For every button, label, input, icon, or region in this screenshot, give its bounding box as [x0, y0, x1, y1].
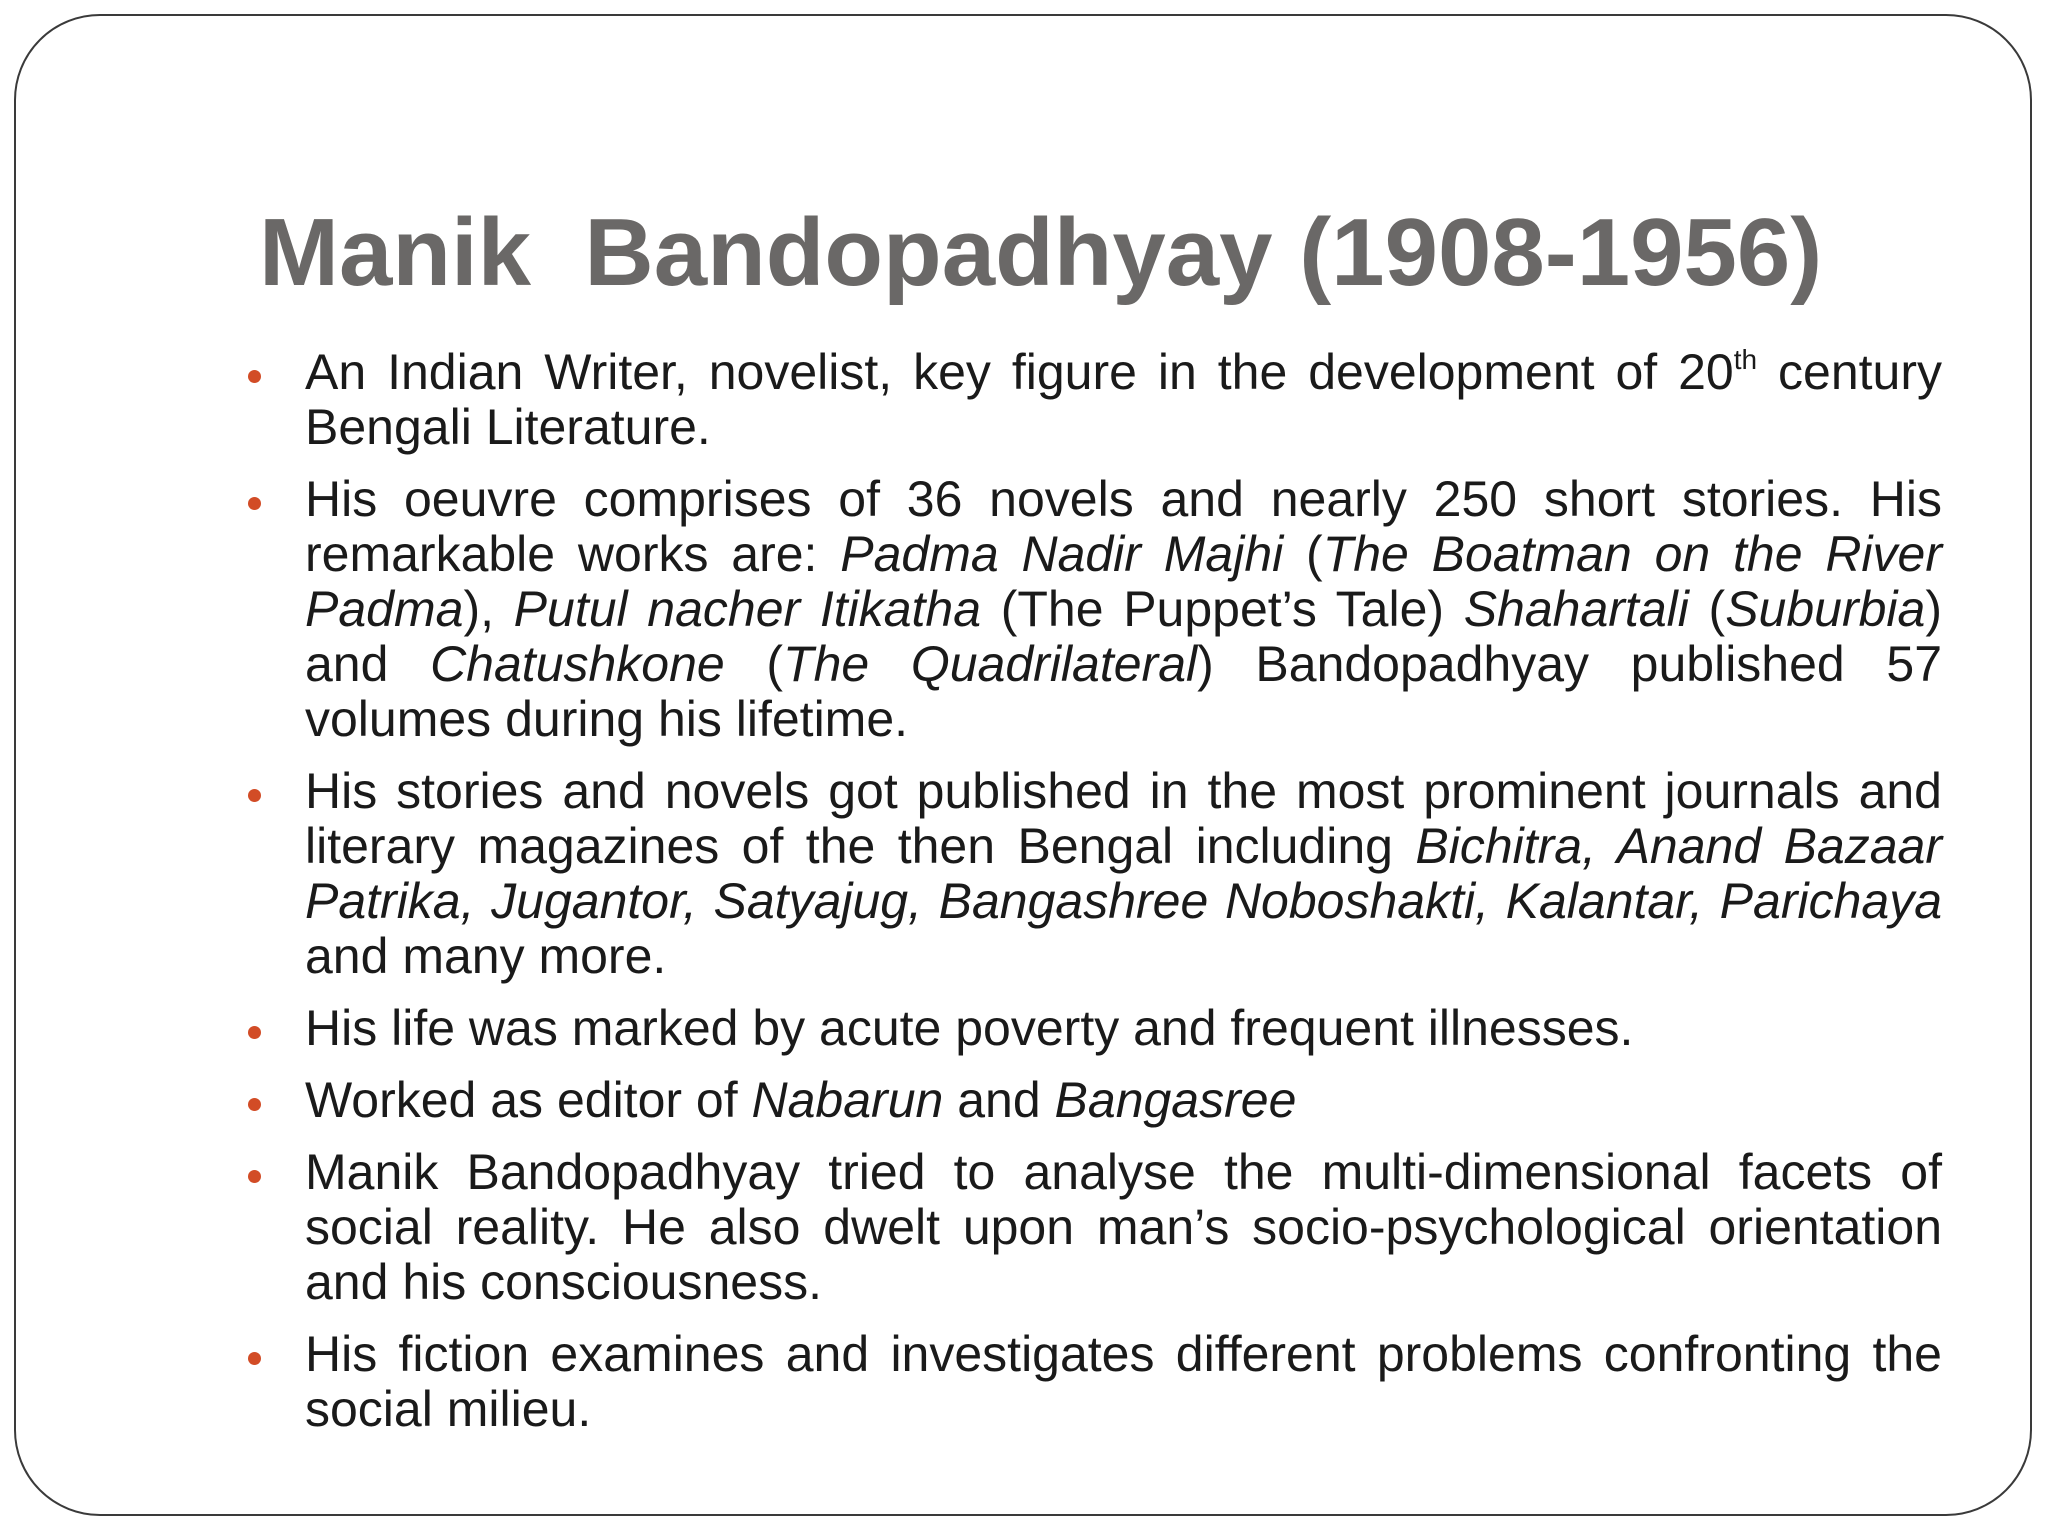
bullet-item — [248, 1001, 1942, 1056]
text-run: His stories and novels got published in the most prominent journals and literary magazines of the then Bengal including — [305, 763, 1942, 874]
bullet-dot-icon — [248, 1170, 261, 1183]
italic-text-run: Padma Nadir Majhi — [840, 526, 1284, 582]
bullet-text — [305, 345, 1942, 455]
italic-text-run: Bangasree — [1054, 1072, 1297, 1128]
bullet-item — [248, 1145, 1942, 1310]
slide — [14, 14, 2032, 1516]
bullet-dot-icon — [248, 497, 261, 510]
bullet-text — [305, 764, 1942, 984]
bullet-dot-icon — [248, 1026, 261, 1039]
text-run: (The Puppet’s Tale) — [981, 581, 1464, 637]
italic-text-run: Nabarun — [751, 1072, 944, 1128]
italic-text-run: The Boatman on the River Padma — [305, 526, 1942, 637]
text-run: and — [943, 1072, 1055, 1128]
bullet-item — [248, 345, 1942, 455]
text-run: ) Bandopadhyay published 57 volumes during his lifetime. — [305, 636, 1942, 747]
text-run: century Bengali Literature. — [305, 344, 1942, 455]
bullet-text — [305, 1001, 1942, 1056]
text-run: Worked as editor of — [305, 1072, 752, 1128]
text-run: His life was marked by acute poverty and frequent illnesses. — [305, 1000, 1634, 1056]
text-run: An Indian Writer, novelist, key figure in the development of 20 — [305, 344, 1734, 400]
italic-text-run: Suburbia — [1725, 581, 1926, 637]
text-run: ( — [1283, 526, 1323, 582]
slide-title: Manik Bandopadhyay (1908-1956) — [259, 199, 1823, 306]
text-run: His oeuvre comprises of 36 novels and nearly 250 short stories. His remarkable works are: — [305, 471, 1942, 582]
bullet-text — [305, 472, 1942, 747]
bullet-item — [248, 1073, 1942, 1128]
italic-text-run: The Quadrilateral — [783, 636, 1198, 692]
italic-text-run: Bichitra, Anand Bazaar Patrika, Jugantor, Satyajug, Bangashree Noboshakti, Kalantar, Parichaya — [305, 818, 1943, 929]
text-run: His fiction examines and investigates different problems confronting the social milieu. — [305, 1326, 1942, 1437]
bullet-text — [305, 1145, 1942, 1310]
text-run: ), — [463, 581, 514, 637]
italic-text-run: Shahartali — [1463, 581, 1689, 637]
superscript-text: th — [1733, 344, 1758, 375]
bullet-text — [305, 1073, 1942, 1128]
text-run: ( — [1688, 581, 1726, 637]
bullet-list — [248, 345, 1942, 1454]
text-run: ( — [724, 636, 784, 692]
bullet-dot-icon — [248, 1352, 261, 1365]
italic-text-run: Chatushkone — [430, 636, 725, 692]
text-run: Manik Bandopadhyay tried to analyse the multi-dimensional facets of social reality. He also dwelt upon man’s socio-psychological orientation and his consciousness. — [305, 1144, 1942, 1310]
bullet-item — [248, 472, 1942, 747]
bullet-dot-icon — [248, 789, 261, 802]
bullet-dot-icon — [248, 370, 261, 383]
text-run: and many more. — [305, 928, 667, 984]
bullet-dot-icon — [248, 1098, 261, 1111]
text-run: ) and — [305, 581, 1942, 692]
bullet-item — [248, 764, 1942, 984]
bullet-text — [305, 1327, 1942, 1437]
bullet-item — [248, 1327, 1942, 1437]
italic-text-run: Putul nacher Itikatha — [513, 581, 982, 637]
